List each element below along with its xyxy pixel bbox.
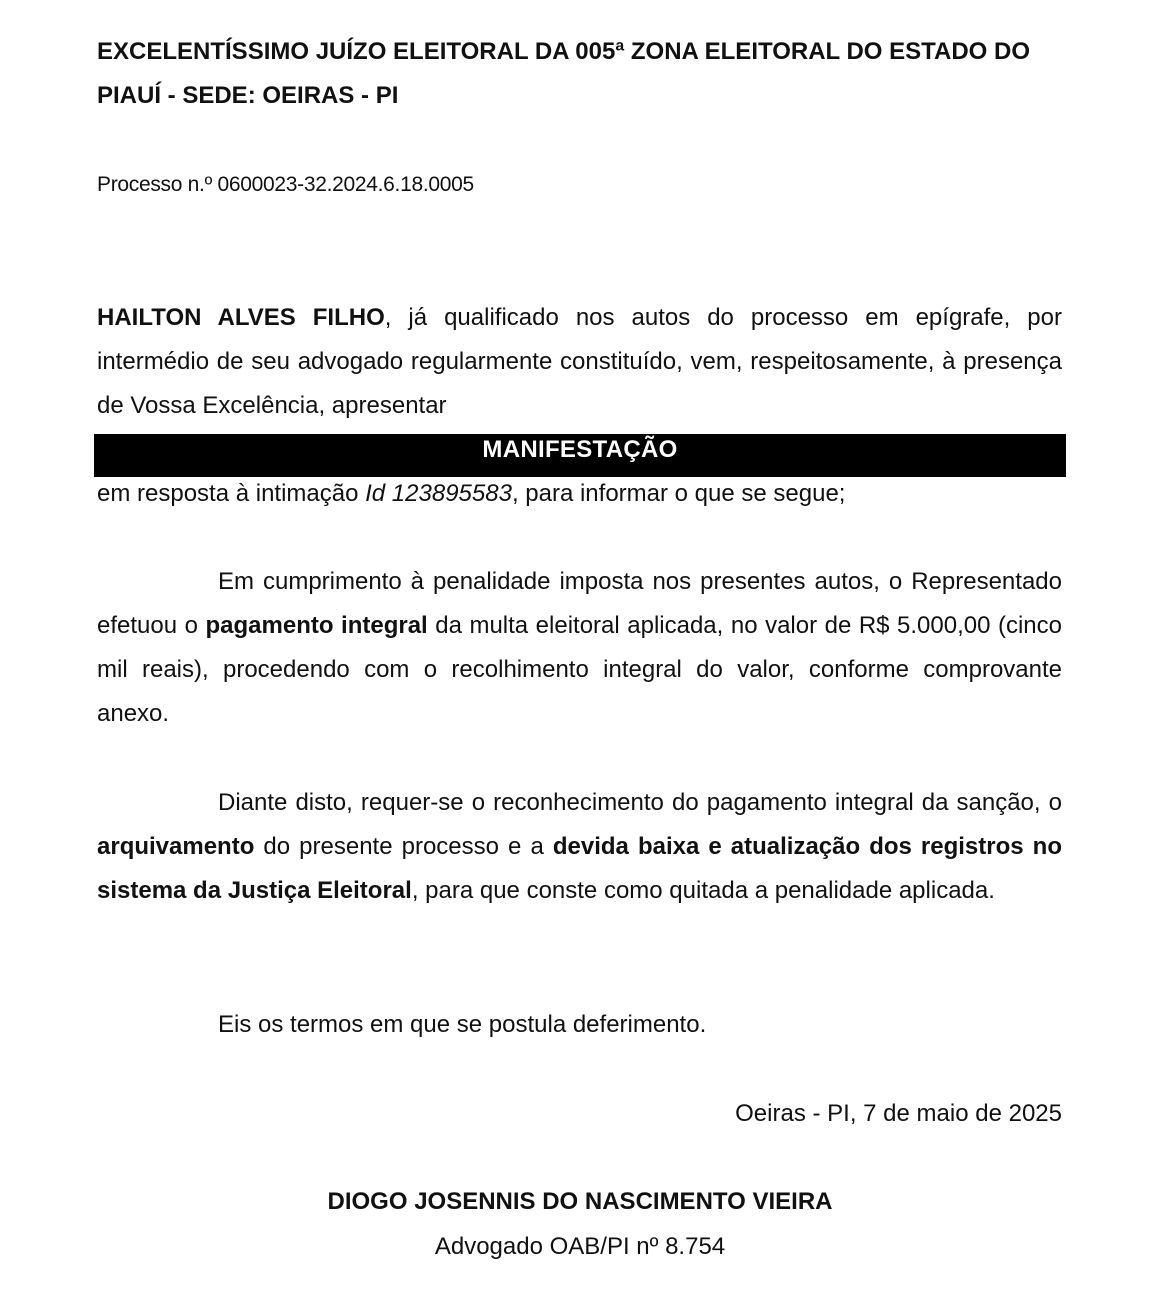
response-after: , para informar o que se segue; [511,480,846,507]
request-text-2: do presente processo e a [254,833,553,860]
closing-paragraph [97,1003,1062,1047]
process-number: Processo n.º 0600023-32.2024.6.18.0005 [97,173,474,196]
lawyer-name: DIOGO JOSENNIS DO NASCIMENTO VIEIRA [327,1188,833,1215]
manifestation-banner: MANIFESTAÇÃO [94,434,1066,477]
payment-text-1: Em cumprimento à penalidade imposta nos presentes autos, o Representado efetuou o [97,568,1062,639]
closing-text: Eis os termos em que se postula deferimento. [218,1011,707,1038]
signature-date: Oeiras - PI, 7 de maio de 2025 [735,1100,1062,1127]
party-name: HAILTON ALVES FILHO [97,304,385,331]
court-heading: EXCELENTÍSSIMO JUÍZO ELEITORAL DA 005ª ZONA ELEITORAL DO ESTADO DO PIAUÍ - SEDE: OEIRAS - PI [97,38,1030,109]
registry-emphasis: devida baixa e atualização dos registros no sistema da Justiça Eleitoral [97,833,1062,904]
request-paragraph [97,781,1062,913]
response-before: em resposta à intimação [97,480,366,507]
intro-text: , já qualificado nos autos do processo em epígrafe, por intermédio de seu advogado regularmente constituído, vem, respeitosamente, à presença de Vossa Excelência, apresentar [97,304,1062,419]
request-text-3: , para que conste como quitada a penalidade aplicada. [411,877,995,904]
response-line [97,472,1062,516]
lawyer-oab: Advogado OAB/PI nº 8.754 [434,1233,726,1260]
payment-text-2: da multa eleitoral aplicada, no valor de R$ 5.000,00 (cinco mil reais), procedendo com o recolhimento integral do valor, conforme comprovante anexo. [97,612,1062,727]
intimation-id: Id 123895583 [365,480,512,507]
request-text-1: Diante disto, requer-se o reconhecimento do pagamento integral da sanção, o [218,789,1062,816]
payment-emphasis: pagamento integral [205,612,428,639]
payment-paragraph [97,560,1062,736]
intro-paragraph [97,296,1062,428]
archive-emphasis: arquivamento [97,833,255,860]
